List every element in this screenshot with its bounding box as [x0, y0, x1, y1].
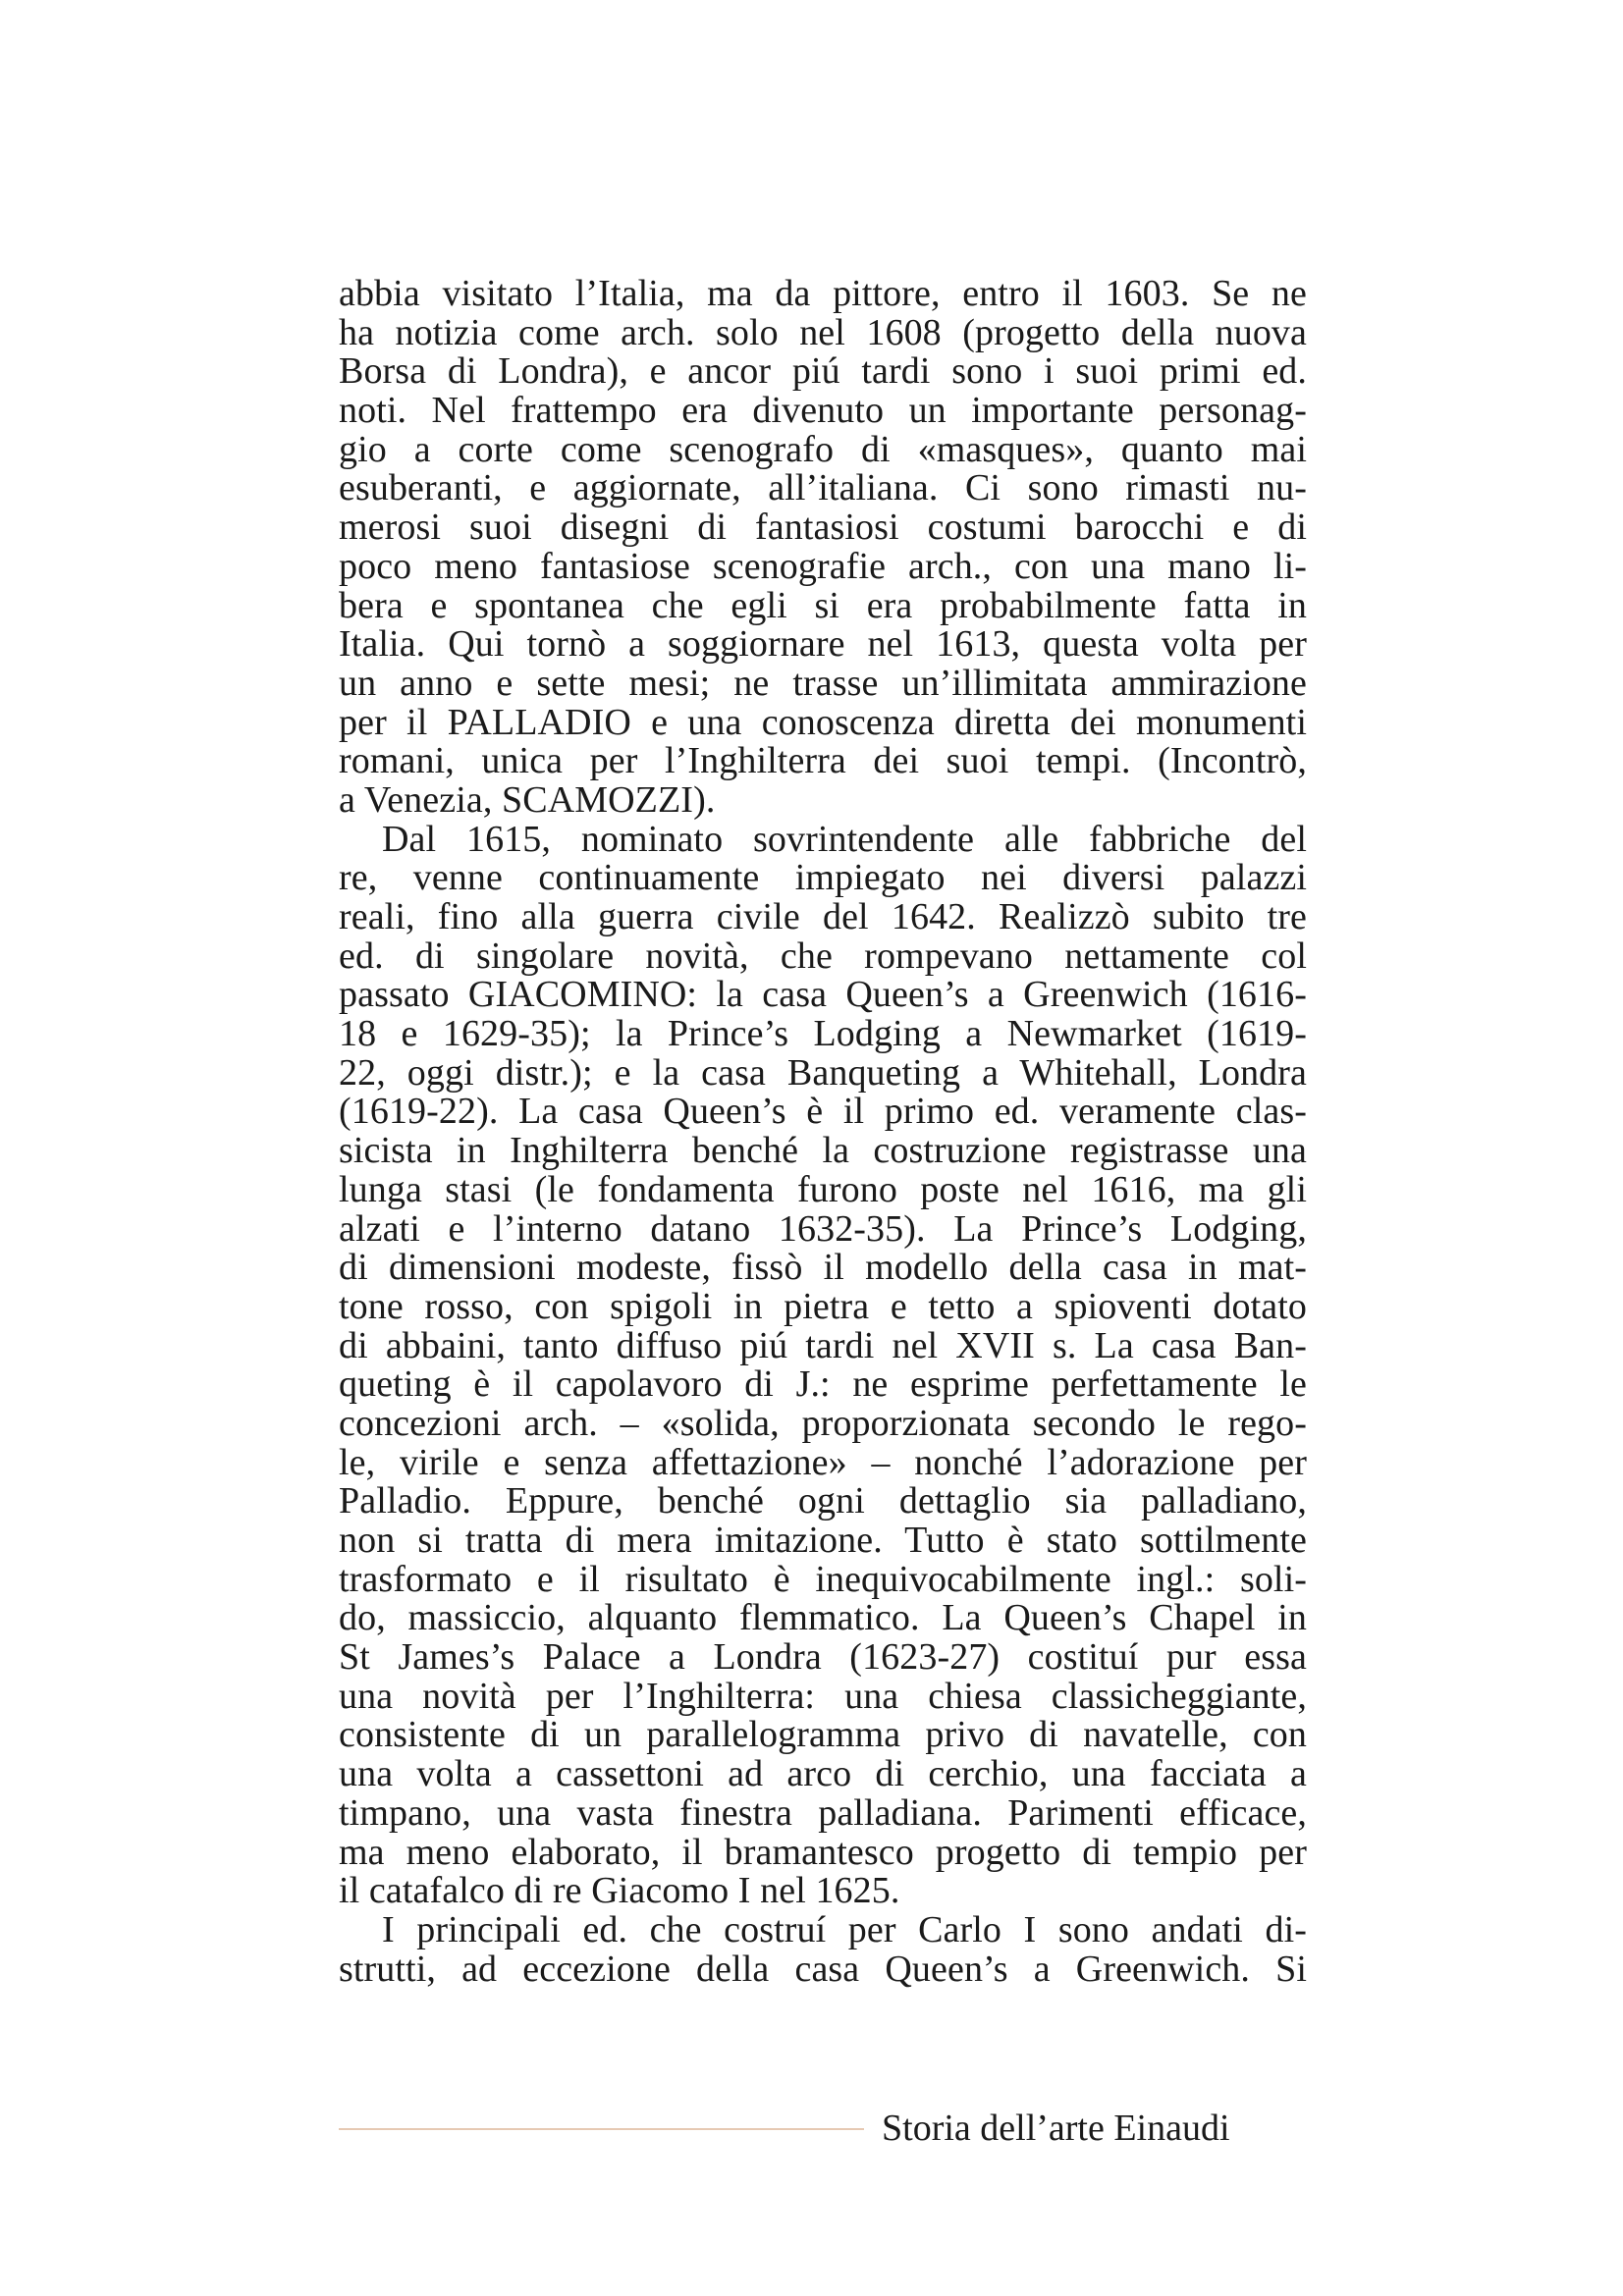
- text-line: non si tratta di mera imitazione. Tutto è stato sottilmente: [339, 1520, 1307, 1561]
- text-line: esuberanti, e aggiornate, all’italiana. Ci sono rimasti nu-: [339, 467, 1307, 509]
- text-line: noti. Nel frattempo era divenuto un importante personag-: [339, 390, 1307, 432]
- text-line: Borsa di Londra), e ancor piú tardi sono i suoi primi ed.: [339, 350, 1307, 393]
- text-line: trasformato e il risultato è inequivocabilmente ingl.: soli-: [339, 1558, 1307, 1600]
- text-line: re, venne continuamente impiegato nei diversi palazzi: [339, 857, 1307, 899]
- text-line: do, massiccio, alquanto flemmatico. La Queen’s Chapel in: [339, 1597, 1307, 1639]
- text-line: queting è il capolavoro di J.: ne esprime perfettamente le: [339, 1363, 1307, 1406]
- text-line: ha notizia come arch. solo nel 1608 (progetto della nuova: [339, 311, 1307, 353]
- text-line: St James’s Palace a Londra (1623-27) costituí pur essa: [339, 1636, 1307, 1679]
- text-line: il catafalco di re Giacomo I nel 1625.: [339, 1870, 900, 1912]
- text-line: ed. di singolare novità, che rompevano nettamente col: [339, 934, 1307, 977]
- text-line: 22, oggi distr.); e la casa Banqueting a Whitehall, Londra: [339, 1051, 1307, 1094]
- text-line: ma meno elaborato, il bramantesco progetto di tempio per: [339, 1831, 1307, 1873]
- text-line: alzati e l’interno datano 1632-35). La Prince’s Lodging,: [339, 1207, 1307, 1250]
- text-line: di abbaini, tanto diffuso piú tardi nel XVII s. La casa Ban-: [339, 1324, 1307, 1366]
- text-line: strutti, ad eccezione della casa Queen’s a Greenwich. Si: [339, 1948, 1307, 1990]
- text-line: 18 e 1629-35); la Prince’s Lodging a Newmarket (1619-: [339, 1013, 1307, 1055]
- text-line: Palladio. Eppure, benché ogni dettaglio sia palladiano,: [339, 1480, 1307, 1522]
- text-line: (1619-22). La casa Queen’s è il primo ed. veramente clas-: [339, 1091, 1307, 1133]
- text-line: romani, unica per l’Inghilterra dei suoi tempi. (Incontrò,: [339, 740, 1307, 782]
- text-line: le, virile e senza affettazione» – nonché l’adorazione per: [339, 1441, 1307, 1483]
- text-line: Dal 1615, nominato sovrintendente alle fabbriche del: [382, 818, 1307, 860]
- text-line: una novità per l’Inghilterra: una chiesa classicheggiante,: [339, 1675, 1307, 1717]
- text-line: I principali ed. che costruí per Carlo I sono andati di-: [382, 1908, 1307, 1950]
- text-line: tone rosso, con spigoli in pietra e tetto a spioventi dotato: [339, 1285, 1307, 1327]
- text-line: un anno e sette mesi; ne trasse un’illimitata ammirazione: [339, 662, 1307, 704]
- text-line: reali, fino alla guerra civile del 1642. Realizzò subito tre: [339, 896, 1307, 937]
- text-line: abbia visitato l’Italia, ma da pittore, entro il 1603. Se ne: [339, 273, 1307, 314]
- text-line: timpano, una vasta finestra palladiana. Parimenti efficace,: [339, 1791, 1307, 1834]
- text-line: concezioni arch. – «solida, proporzionata secondo le rego-: [339, 1402, 1307, 1444]
- body-text: [339, 275, 1307, 1989]
- text-line: consistente di un parallelogramma privo di navatelle, con: [339, 1714, 1307, 1756]
- text-line: Italia. Qui tornò a soggiornare nel 1613, questa volta per: [339, 623, 1307, 666]
- text-line: gio a corte come scenografo di «masques», quanto mai: [339, 428, 1307, 470]
- text-line: per il PALLADIO e una conoscenza diretta dei monumenti: [339, 701, 1307, 743]
- text-line: una volta a cassettoni ad arco di cerchio, una facciata a: [339, 1753, 1307, 1795]
- text-line: passato GIACOMINO: la casa Queen’s a Greenwich (1616-: [339, 974, 1307, 1016]
- text-line: poco meno fantasiose scenografie arch., con una mano li-: [339, 545, 1307, 587]
- text-line: merosi suoi disegni di fantasiosi costumi barocchi e di: [339, 507, 1307, 549]
- text-line: sicista in Inghilterra benché la costruzione registrasse una: [339, 1130, 1307, 1172]
- text-line: bera e spontanea che egli si era probabilmente fatta in: [339, 584, 1307, 626]
- text-line: lunga stasi (le fondamenta furono poste nel 1616, ma gli: [339, 1168, 1307, 1210]
- text-line: di dimensioni modeste, fissò il modello della casa in mat-: [339, 1247, 1307, 1289]
- footer-rule: [339, 2128, 864, 2130]
- text-line: a Venezia, SCAMOZZI).: [339, 778, 716, 821]
- footer-title: Storia dell’arte Einaudi: [882, 2108, 1230, 2149]
